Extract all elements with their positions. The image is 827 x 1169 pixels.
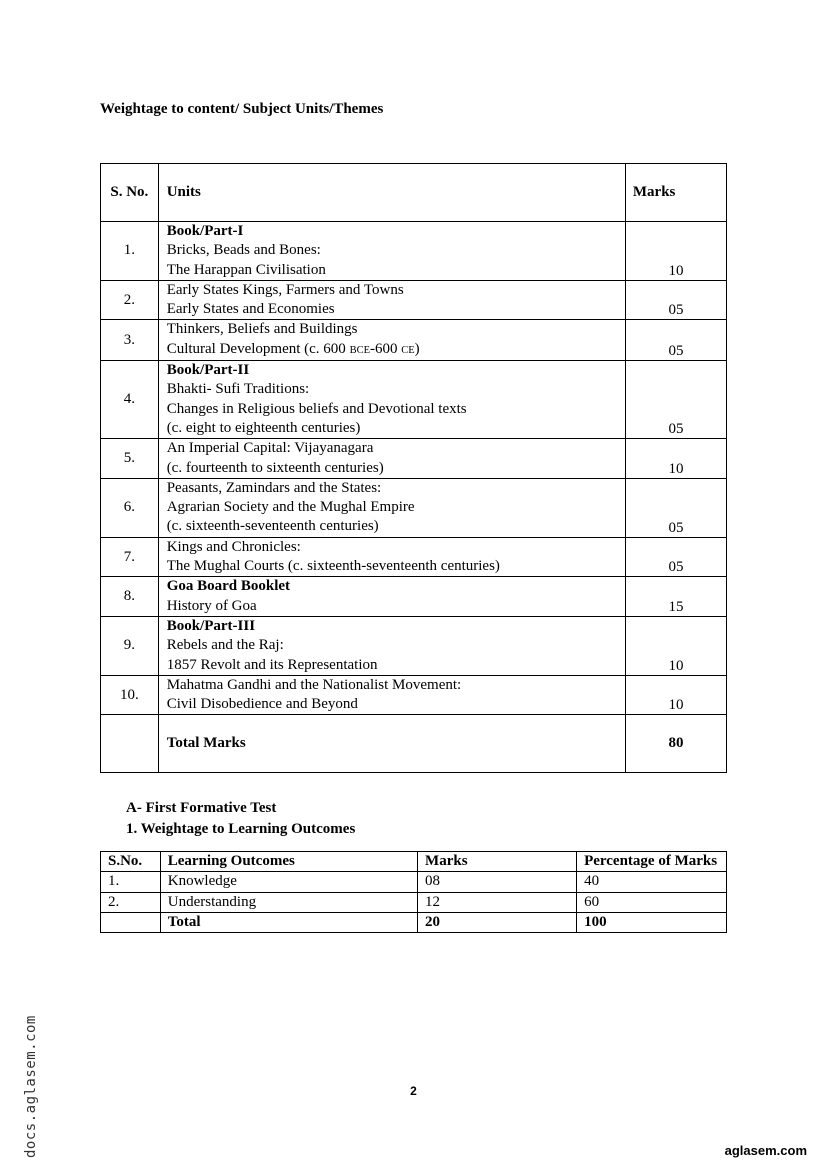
unit-part-title: Book/Part-I (166, 223, 244, 239)
unit-row (101, 616, 727, 675)
unit-line: Thinkers, Beliefs and Buildings (166, 321, 358, 338)
header-units: Units (158, 164, 625, 222)
unit-row (101, 320, 727, 361)
unit-sno: 6. (101, 478, 159, 537)
lo-total-percentage: 100 (577, 912, 727, 932)
unit-description (158, 280, 625, 320)
unit-marks: 10 (625, 439, 726, 479)
unit-line: Bhakti- Sufi Traditions: (166, 381, 310, 398)
era-abbreviation: CE (401, 344, 415, 356)
unit-line: Rebels and the Raj: (166, 637, 284, 654)
unit-row (101, 222, 727, 281)
side-watermark: docs.aglasem.com (23, 1015, 39, 1158)
unit-sno: 7. (101, 537, 159, 577)
unit-description (158, 439, 625, 479)
lo-total-row (101, 912, 727, 932)
units-table (100, 163, 727, 773)
unit-sno: 10. (101, 675, 159, 715)
unit-marks: 05 (625, 537, 726, 577)
lo-marks: 08 (418, 872, 577, 892)
units-table-body (101, 222, 727, 715)
unit-row (101, 577, 727, 617)
unit-marks: 05 (625, 320, 726, 361)
unit-sno: 3. (101, 320, 159, 361)
units-table-header (101, 164, 727, 222)
unit-line: Mahatma Gandhi and the Nationalist Movement: (166, 676, 462, 693)
header-marks: Marks (625, 164, 726, 222)
lo-header-percentage: Percentage of Marks (577, 852, 727, 872)
unit-line: Early States and Economies (166, 301, 335, 318)
unit-sno: 8. (101, 577, 159, 617)
unit-line: Civil Disobedience and Beyond (166, 696, 358, 713)
unit-line: (c. sixteenth-seventeenth centuries) (166, 518, 379, 535)
unit-row (101, 280, 727, 320)
unit-description (158, 577, 625, 617)
unit-line: Early States Kings, Farmers and Towns (166, 281, 404, 298)
unit-marks: 15 (625, 577, 726, 617)
lo-total-sno (101, 912, 161, 932)
page-number: 2 (410, 1084, 417, 1098)
section-a-title: A- First Formative Test (126, 800, 277, 816)
unit-part-title: Book/Part-II (166, 362, 250, 379)
unit-part-title: Book/Part-III (166, 617, 256, 634)
unit-sno: 2. (101, 280, 159, 320)
section-1-title: 1. Weightage to Learning Outcomes (126, 821, 356, 837)
corner-watermark: aglasem.com (724, 1143, 807, 1158)
unit-sno: 1. (101, 222, 159, 281)
unit-description (158, 222, 625, 281)
header-sno: S. No. (101, 164, 159, 222)
unit-sno: 4. (101, 361, 159, 439)
unit-marks: 05 (625, 280, 726, 320)
page-heading: Weightage to content/ Subject Units/Themes (100, 101, 384, 117)
total-label: Total Marks (158, 715, 625, 773)
lo-percentage: 60 (577, 892, 727, 912)
unit-line: The Mughal Courts (c. sixteenth-seventeenth centuries) (166, 558, 500, 575)
unit-line: Agrarian Society and the Mughal Empire (166, 499, 415, 516)
unit-row (101, 478, 727, 537)
total-sno-cell (101, 715, 159, 773)
lo-row (101, 892, 727, 912)
lo-total-marks: 20 (418, 912, 577, 932)
unit-marks: 10 (625, 222, 726, 281)
unit-line: Peasants, Zamindars and the States: (166, 479, 382, 496)
unit-marks: 10 (625, 616, 726, 675)
unit-row (101, 675, 727, 715)
unit-description (158, 478, 625, 537)
lo-header-marks: Marks (418, 852, 577, 872)
lo-total-label: Total (160, 912, 417, 932)
unit-description (158, 320, 625, 361)
unit-line: Bricks, Beads and Bones: (166, 242, 321, 259)
total-marks: 80 (625, 715, 726, 773)
unit-marks: 05 (625, 361, 726, 439)
unit-part-title: Goa Board Booklet (166, 578, 291, 595)
lo-row (101, 872, 727, 892)
unit-line: (c. eight to eighteenth centuries) (166, 419, 361, 436)
unit-line-part: Cultural Development (c. 600 (166, 340, 350, 357)
lo-header-sno: S.No. (101, 852, 161, 872)
unit-line: Kings and Chronicles: (166, 538, 301, 555)
lo-sno: 1. (101, 872, 161, 892)
unit-line: An Imperial Capital: Vijayanagara (166, 440, 374, 457)
lo-percentage: 40 (577, 872, 727, 892)
unit-description (158, 361, 625, 439)
unit-sno: 9. (101, 616, 159, 675)
unit-sno: 5. (101, 439, 159, 479)
unit-description (158, 675, 625, 715)
unit-line: The Harappan Civilisation (166, 261, 326, 278)
learning-outcomes-table (100, 851, 727, 933)
unit-marks: 05 (625, 478, 726, 537)
lo-header-row (101, 852, 727, 872)
lo-outcome: Knowledge (160, 872, 417, 892)
lo-outcome: Understanding (160, 892, 417, 912)
units-total-row (101, 715, 727, 773)
lo-header-outcomes: Learning Outcomes (160, 852, 417, 872)
unit-line: 1857 Revolt and its Representation (166, 656, 378, 673)
unit-line-part: -600 (369, 340, 402, 357)
unit-description (158, 537, 625, 577)
unit-row (101, 439, 727, 479)
era-abbreviation: BCE (349, 344, 370, 356)
unit-line (167, 340, 625, 360)
unit-description (158, 616, 625, 675)
unit-line: History of Goa (166, 597, 257, 614)
lo-sno: 2. (101, 892, 161, 912)
lo-marks: 12 (418, 892, 577, 912)
unit-row (101, 537, 727, 577)
unit-line: (c. fourteenth to sixteenth centuries) (166, 459, 384, 476)
unit-row (101, 361, 727, 439)
unit-line-part: ) (414, 340, 420, 357)
unit-line: Changes in Religious beliefs and Devotional texts (166, 400, 467, 417)
unit-marks: 10 (625, 675, 726, 715)
